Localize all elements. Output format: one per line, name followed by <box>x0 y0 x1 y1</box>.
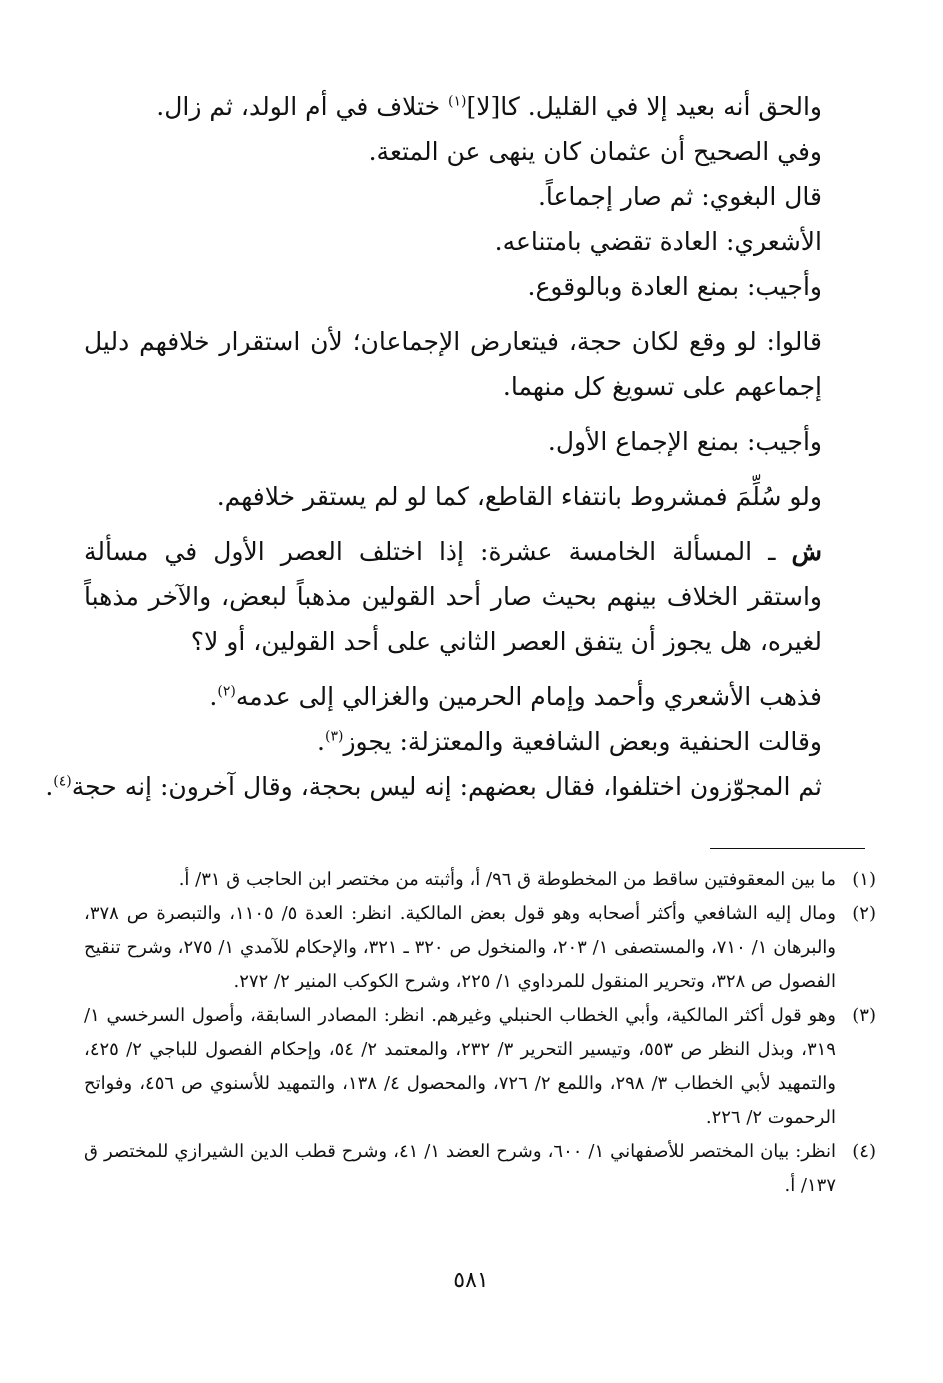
text-line: الأشعري: العادة تقضي بامتناعه. <box>494 227 822 256</box>
footnote-ref: (٤) <box>53 773 72 790</box>
footnote-ref: (٣) <box>324 728 344 745</box>
footnote-number: (١) <box>852 869 876 890</box>
footnote-ref: (٢) <box>217 683 236 700</box>
footnote <box>84 1135 876 1203</box>
footnote-text: انظر: بيان المختصر للأصفهاني ١/ ٦٠٠، وشرح العضد ١/ ٤١، وشرح قطب الدين الشيرازي للمختصر ق ١٣٧/ أ. <box>84 1141 836 1196</box>
footnote <box>84 863 876 897</box>
footnote-text: ومال إليه الشافعي وأكثر أصحابه وهو قول بعض المالكية. انظر: العدة ٥/ ١١٠٥، والتبصرة ص ٣٧٨، والبرهان ١/ ٧١٠، والمستصفى ١/ ٢٠٣، والمنخول ص ٣٢٠ ـ ٣٢١، والإحكام للآمدي ١/ ٢٧٥، وشرح تنقيح الفصول ص ٣٢٨، وتحرير المنقول للمرداوي ١/ ٢٢٥، وشرح الكوكب المنير ٢/ ٢٧٢. <box>84 903 836 992</box>
footnote-separator <box>710 848 865 849</box>
paragraph: قالوا: لو وقع لكان حجة، فيتعارض الإجماعان؛ لأن استقرار خلافهم دليل إجماعهم على تسويغ كل منهما. <box>84 327 822 401</box>
footnote-text: ما بين المعقوفتين ساقط من المخطوطة ق ٩٦/ أ، وأثبته من مختصر ابن الحاجب ق ٣١/ أ. <box>178 869 836 890</box>
footnotes <box>84 863 876 1203</box>
footnote <box>84 999 876 1135</box>
paragraph: ش ـ المسألة الخامسة عشرة: إذا اختلف العصر الأول في مسألة واستقر الخلاف بينهم بحيث صار أحد القولين مذهباً لبعض، والآخر مذهباً لغيره، هل يجوز أن يتفق العصر الثاني على أحد القولين، أو لا؟ <box>84 537 822 656</box>
footnote-number: (٣) <box>852 1005 876 1026</box>
footnote-number: (٤) <box>852 1141 876 1162</box>
footnote-ref: (١) <box>448 93 467 110</box>
page-number: ٥٨١ <box>453 1268 489 1293</box>
footnote <box>84 897 876 999</box>
text-line: ثم المجوّزون اختلفوا، فقال بعضهم: إنه ليس بحجة، وقال آخرون: إنه حجة$^{(٤)}$. <box>45 772 822 801</box>
text-line: قال البغوي: ثم صار إجماعاً. <box>537 182 822 211</box>
text-line: وقالت الحنفية وبعض الشافعية والمعتزلة: يجوز$^{(٣)}$. <box>317 727 822 756</box>
text-line: وأجيب: بمنع العادة وبالوقوع. <box>527 272 822 301</box>
sharh-marker: ش <box>791 537 822 566</box>
footnote-text: وهو قول أكثر المالكية، وأبي الخطاب الحنبلي وغيرهم. انظر: المصادر السابقة، وأصول السرخسي ١/ ٣١٩، وبذل النظر ص ٥٥٣، وتيسير التحرير ٣/ ٢٣٢، والمعتمد ٢/ ٥٤، وإحكام الفصول للباجي ٢/ ٤٢٥، والتمهيد لأبي الخطاب ٣/ ٢٩٨، واللمع ٢/ ٧٢٦، والمحصول ٤/ ١٣٨، والتمهيد للأسنوي ص ٤٥٦، وفواتح الرحموت ٢/ ٢٢٦. <box>84 1005 836 1128</box>
footnote-number: (٢) <box>852 903 876 924</box>
text-line: والحق أنه بعيد إلا في القليل. كا[لا]$^{(١)}$ ختلاف في أم الولد، ثم زال. <box>156 92 822 121</box>
main-text <box>45 84 876 809</box>
text-line: وفي الصحيح أن عثمان كان ينهى عن المتعة. <box>368 137 822 166</box>
text-line: وأجيب: بمنع الإجماع الأول. <box>547 427 822 456</box>
text-line: ولو سُلِّمَ فمشروط بانتفاء القاطع، كما لو لم يستقر خلافهم. <box>216 482 822 511</box>
text-line: فذهب الأشعري وأحمد وإمام الحرمين والغزالي إلى عدمه$^{(٢)}$. <box>209 682 822 711</box>
